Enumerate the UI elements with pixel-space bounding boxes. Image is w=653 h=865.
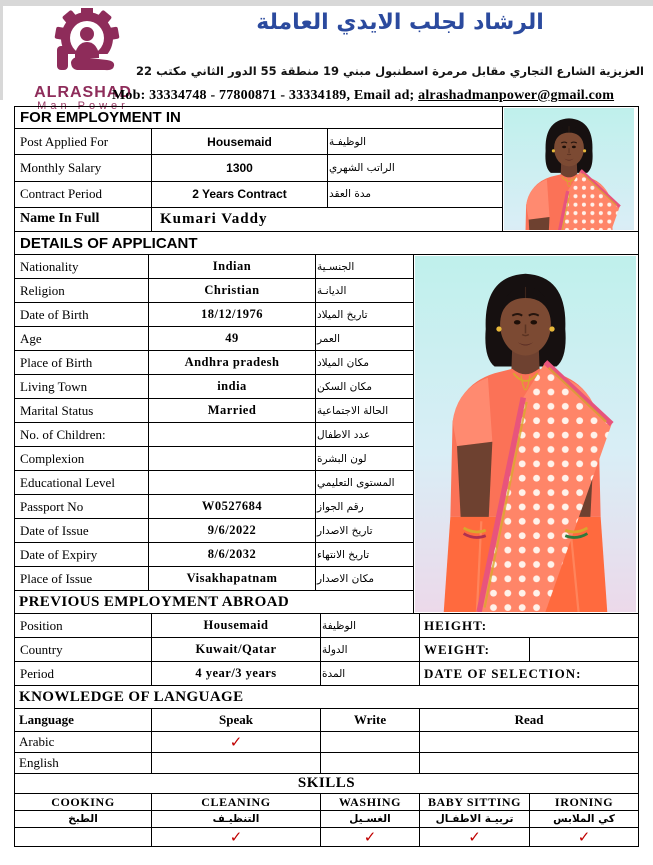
field-label-arabic: المدة — [321, 662, 420, 686]
field-label: Living Town — [15, 375, 149, 399]
field-label: Age — [15, 327, 149, 351]
english-read-check — [420, 753, 639, 774]
date-of-selection-label: DATE OF SELECTION: — [420, 662, 639, 686]
field-label: Date of Birth — [15, 303, 149, 327]
field-label-arabic: عدد الاطفال — [316, 423, 414, 447]
skills-table — [14, 773, 639, 847]
section-skills: SKILLS — [15, 774, 639, 794]
field-label: Post Applied For — [15, 129, 152, 155]
field-value: Housemaid — [152, 614, 321, 638]
field-label: Contract Period — [15, 181, 152, 207]
english-write-check — [321, 753, 420, 774]
field-label: Country — [15, 638, 152, 662]
contact-line — [112, 88, 652, 104]
cooking-check — [15, 828, 152, 847]
section-details-of-applicant: DETAILS OF APPLICANT — [15, 232, 639, 255]
arabic-speak-check: ✓ — [152, 732, 321, 753]
field-value: Christian — [149, 279, 316, 303]
manpower-logo-icon — [31, 8, 135, 80]
field-value: Kuwait/Qatar — [152, 638, 321, 662]
write-column-header: Write — [321, 709, 420, 732]
field-label-arabic: مكان السكن — [316, 375, 414, 399]
skill-name-arabic: الطبخ — [15, 811, 152, 828]
field-label: Date of Issue — [15, 519, 149, 543]
field-value: Indian — [149, 255, 316, 279]
arabic-read-check — [420, 732, 639, 753]
name-label: Name In Full — [15, 207, 152, 231]
field-label-arabic: تاريخ الانتهاء — [316, 543, 414, 567]
field-value: india — [149, 375, 316, 399]
applicant-photo-large-image — [415, 256, 636, 612]
field-value: Married — [149, 399, 316, 423]
skill-name: COOKING — [15, 794, 152, 811]
skill-name: BABY SITTING — [420, 794, 530, 811]
email-link[interactable]: alrashadmanpower@gmail.com — [418, 88, 615, 103]
field-value: 8/6/2032 — [149, 543, 316, 567]
field-label: Nationality — [15, 255, 149, 279]
field-label-arabic: الجنسـية — [316, 255, 414, 279]
height-label: HEIGHT: — [420, 614, 639, 638]
field-label: Date of Expiry — [15, 543, 149, 567]
field-label-arabic: مدة العقد — [328, 181, 503, 207]
skill-name-arabic: الغسـيل — [321, 811, 420, 828]
language-name: English — [15, 753, 152, 774]
section-knowledge-of-language: KNOWLEDGE OF LANGUAGE — [15, 686, 639, 709]
field-label-arabic: مكان الميلاد — [316, 351, 414, 375]
field-value — [149, 447, 316, 471]
ironing-check: ✓ — [530, 828, 639, 847]
skill-name-arabic: كي الملابس — [530, 811, 639, 828]
field-label: Complexion — [15, 447, 149, 471]
field-label-arabic: الدولة — [321, 638, 420, 662]
skill-name: CLEANING — [152, 794, 321, 811]
section-for-employment-in: FOR EMPLOYMENT IN — [15, 107, 503, 129]
field-value: Housemaid — [152, 129, 328, 155]
speak-column-header: Speak — [152, 709, 321, 732]
employment-table — [14, 106, 639, 255]
skill-name-arabic: تربيـة الاطفـال — [420, 811, 530, 828]
field-label-arabic: رقم الجواز — [316, 495, 414, 519]
logo-title: ALRASHAD — [34, 84, 132, 101]
field-value — [149, 423, 316, 447]
field-label: Period — [15, 662, 152, 686]
read-column-header: Read — [420, 709, 639, 732]
field-value: Andhra pradesh — [149, 351, 316, 375]
field-value: 9/6/2022 — [149, 519, 316, 543]
mobile-numbers: Mob: 33334748 - 77800871 - 33334189, Email ad; — [112, 88, 419, 103]
document-header — [0, 6, 653, 112]
cleaning-check: ✓ — [152, 828, 321, 847]
field-label-arabic: الحالة الاجتماعية — [316, 399, 414, 423]
field-label: Position — [15, 614, 152, 638]
skill-name-arabic: التنظيـف — [152, 811, 321, 828]
cv-form — [14, 106, 638, 847]
field-label-arabic: الديانـة — [316, 279, 414, 303]
field-label: Place of Birth — [15, 351, 149, 375]
field-label: Religion — [15, 279, 149, 303]
agency-title-arabic: الرشاد لجلب الايدي العاملة — [256, 10, 544, 35]
field-label-arabic: الوظيفة — [321, 614, 420, 638]
applicant-photo-small — [503, 107, 639, 232]
field-label: Passport No — [15, 495, 149, 519]
section-previous-employment: PREVIOUS EMPLOYMENT ABROAD — [15, 591, 414, 614]
field-value: 18/12/1976 — [149, 303, 316, 327]
field-value: 4 year/3 years — [152, 662, 321, 686]
field-label: Educational Level — [15, 471, 149, 495]
language-name: Arabic — [15, 732, 152, 753]
field-label-arabic: العمر — [316, 327, 414, 351]
washing-check: ✓ — [321, 828, 420, 847]
language-column-header: Language — [15, 709, 152, 732]
skill-name: WASHING — [321, 794, 420, 811]
arabic-write-check — [321, 732, 420, 753]
field-value: 49 — [149, 327, 316, 351]
field-value: Visakhapatnam — [149, 567, 316, 591]
applicant-photo-small-image — [504, 108, 634, 230]
agency-address-arabic: العزيزية الشارع التجاري مقابل مرمرة اسطنبول مبني 19 منطقة 55 الدور الثاني مكتب 22 — [136, 64, 644, 78]
field-label: Place of Issue — [15, 567, 149, 591]
field-value: W0527684 — [149, 495, 316, 519]
field-label-arabic: مكان الاصدار — [316, 567, 414, 591]
applicant-photo-large — [414, 255, 639, 614]
field-label-arabic: لون البشرة — [316, 447, 414, 471]
weight-value-cell — [530, 638, 639, 662]
field-label-arabic: الوظيفـة — [328, 129, 503, 155]
field-label: No. of Children: — [15, 423, 149, 447]
name-value: Kumari Vaddy — [152, 207, 503, 231]
english-speak-check — [152, 753, 321, 774]
previous-employment-table — [14, 613, 639, 686]
field-label-arabic: الراتب الشهري — [328, 155, 503, 181]
baby-sitting-check: ✓ — [420, 828, 530, 847]
weight-label: WEIGHT: — [420, 638, 530, 662]
field-value: 2 Years Contract — [152, 181, 328, 207]
language-table — [14, 685, 639, 774]
field-label: Monthly Salary — [15, 155, 152, 181]
field-label-arabic: تاريخ الاصدار — [316, 519, 414, 543]
details-table — [14, 254, 639, 614]
field-value — [149, 471, 316, 495]
field-label: Marital Status — [15, 399, 149, 423]
field-label-arabic: المستوى التعليمي — [316, 471, 414, 495]
logo-subtitle: Man Power — [37, 100, 129, 112]
field-label-arabic: تاريخ الميلاد — [316, 303, 414, 327]
field-value: 1300 — [152, 155, 328, 181]
skill-name: IRONING — [530, 794, 639, 811]
